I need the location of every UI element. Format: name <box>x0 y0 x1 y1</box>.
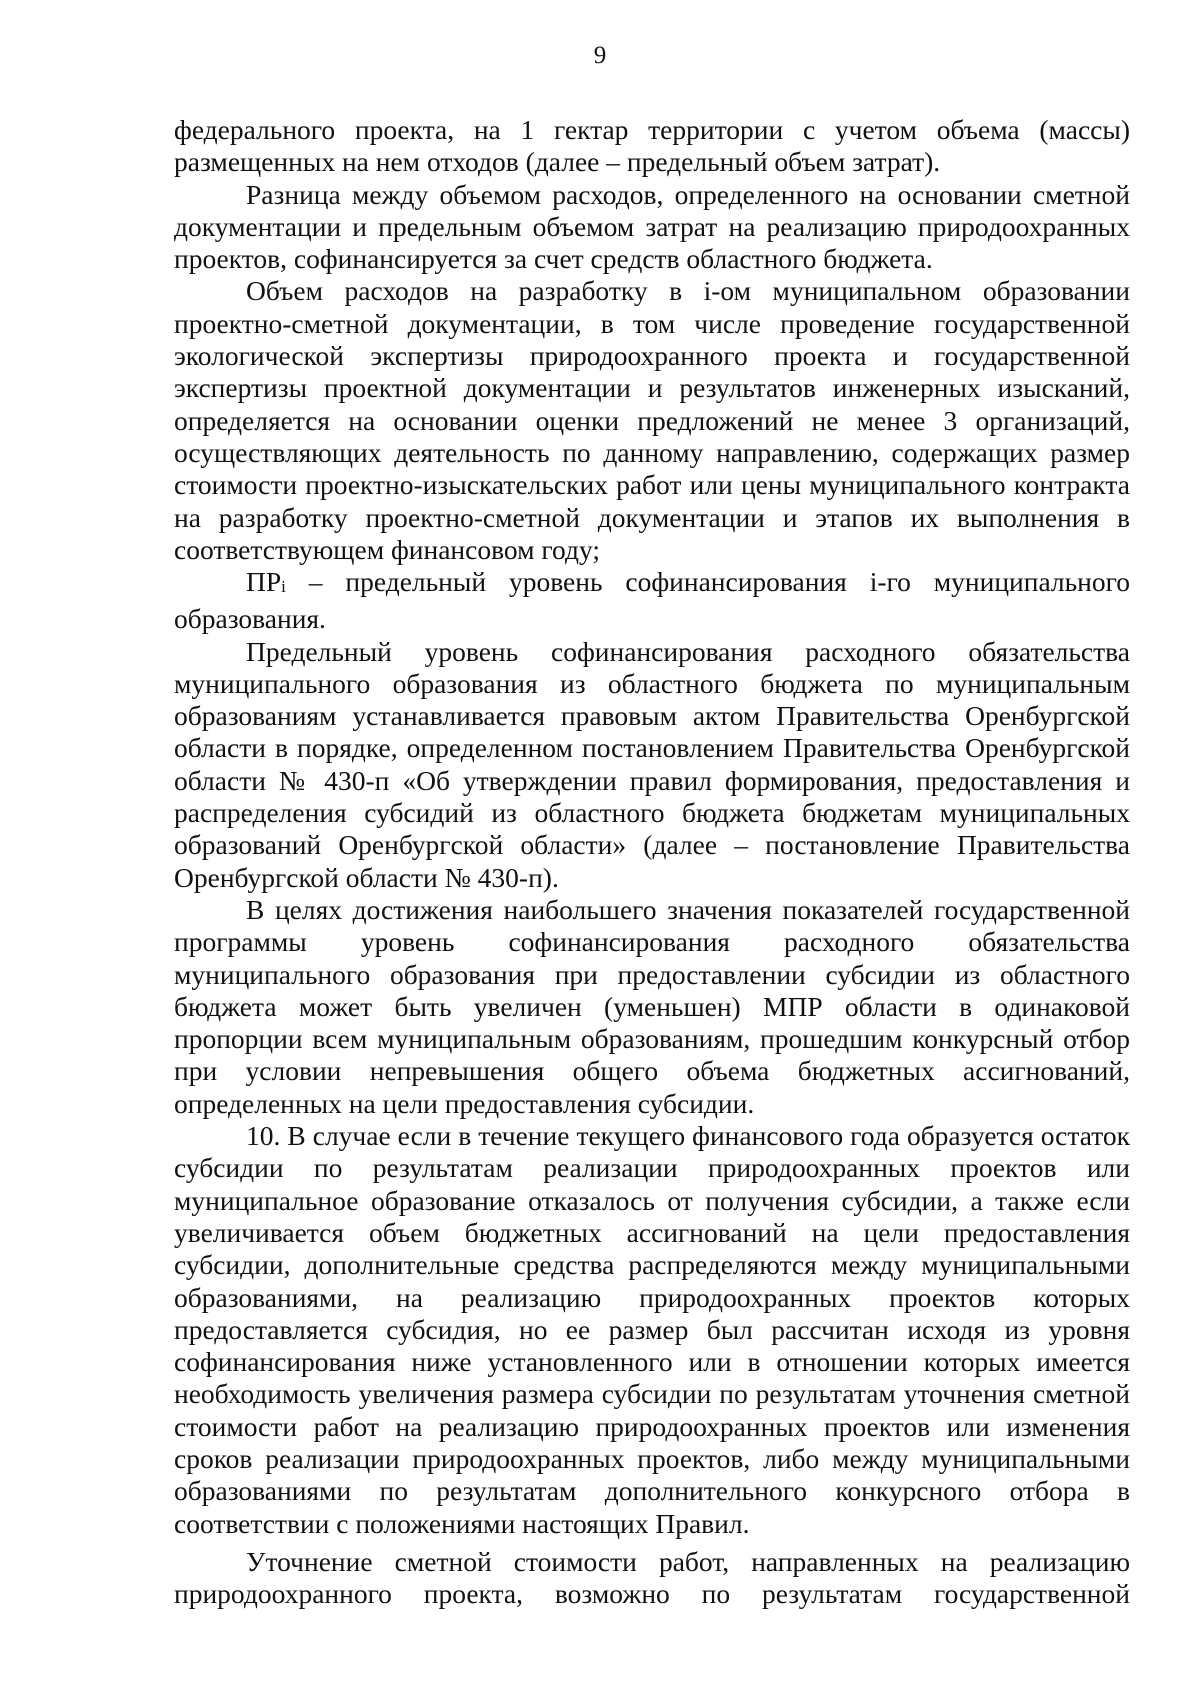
pr-symbol: ПР <box>246 566 282 598</box>
paragraph-pr-definition <box>174 566 1130 635</box>
paragraph-cost-difference: Разница между объемом расходов, определенного на основании сметной документации и предельным объемом затрат на реализацию природоохранных проектов, софинансируется за счет средств областного бюджета. <box>174 178 1130 275</box>
pr-subscript: i <box>281 577 286 596</box>
paragraph-design-costs: Объем расходов на разработку в i-ом муниципальном образовании проектно-сметной документации, в том числе проведение государственной экологической экспертизы природоохранного проекта и государственной экспертизы проектной документации и результатов инженерных изысканий, определяется на основании оценки предложений не менее 3 организаций, осуществляющих деятельность по данному направлению, содержащих размер стоимости проектно-изыскательских работ или цены муниципального контракта на разработку проектно-сметной документации и этапов их выполнения в соответствующем финансовом году; <box>174 275 1130 565</box>
paragraph-program-indicators: В целях достижения наибольшего значения показателей государственной программы уровень софинансирования расходного обязательства муниципального образования при предоставлении субсидии из областного бюджета может быть увеличен (уменьшен) МПР области в одинаковой пропорции всем муниципальным образованиям, прошедшим конкурсный отбор при условии непревышения общего объема бюджетных ассигнований, определенных на цели предоставления субсидии. <box>174 893 1130 1119</box>
paragraph-estimate-clarification: Уточнение сметной стоимости работ, направленных на реализацию природоохранного проекта, возможно по результатам государственной <box>174 1545 1130 1610</box>
pr-definition-text: – предельный уровень софинансирования i-го муниципального образования. <box>174 566 1130 635</box>
paragraph-cofinancing-level: Предельный уровень софинансирования расходного обязательства муниципального образования из областного бюджета по муниципальным образованиям устанавливается правовым актом Правительства Оренбургской области в порядке, определенном постановлением Правительства Оренбургской области № 430-п «Об утверждении правил формирования, предоставления и распределения субсидий из областного бюджета бюджетам муниципальных образований Оренбургской области» (далее – постановление Правительства Оренбургской области № 430-п). <box>174 635 1130 893</box>
page-number: 9 <box>593 42 607 69</box>
document-body <box>174 114 1130 1611</box>
paragraph-continuation: федерального проекта, на 1 гектар территории с учетом объема (массы) размещенных на нем отходов (далее – предельный объем затрат). <box>174 114 1130 178</box>
paragraph-section-10: 10. В случае если в течение текущего финансового года образуется остаток субсидии по результатам реализации природоохранных проектов или муниципальное образование отказалось от получения субсидии, а также если увеличивается объем бюджетных ассигнований на цели предоставления субсидии, дополнительные средства распределяются между муниципальными образованиями, на реализацию природоохранных проектов которых предоставляется субсидия, но ее размер был рассчитан исходя из уровня софинансирования ниже установленного или в отношении которых имеется необходимость увеличения размера субсидии по результатам уточнения сметной стоимости работ на реализацию природоохранных проектов или изменения сроков реализации природоохранных проектов, либо между муниципальными образованиями по результатам дополнительного конкурсного отбора в соответствии с положениями настоящих Правил. <box>174 1120 1130 1539</box>
